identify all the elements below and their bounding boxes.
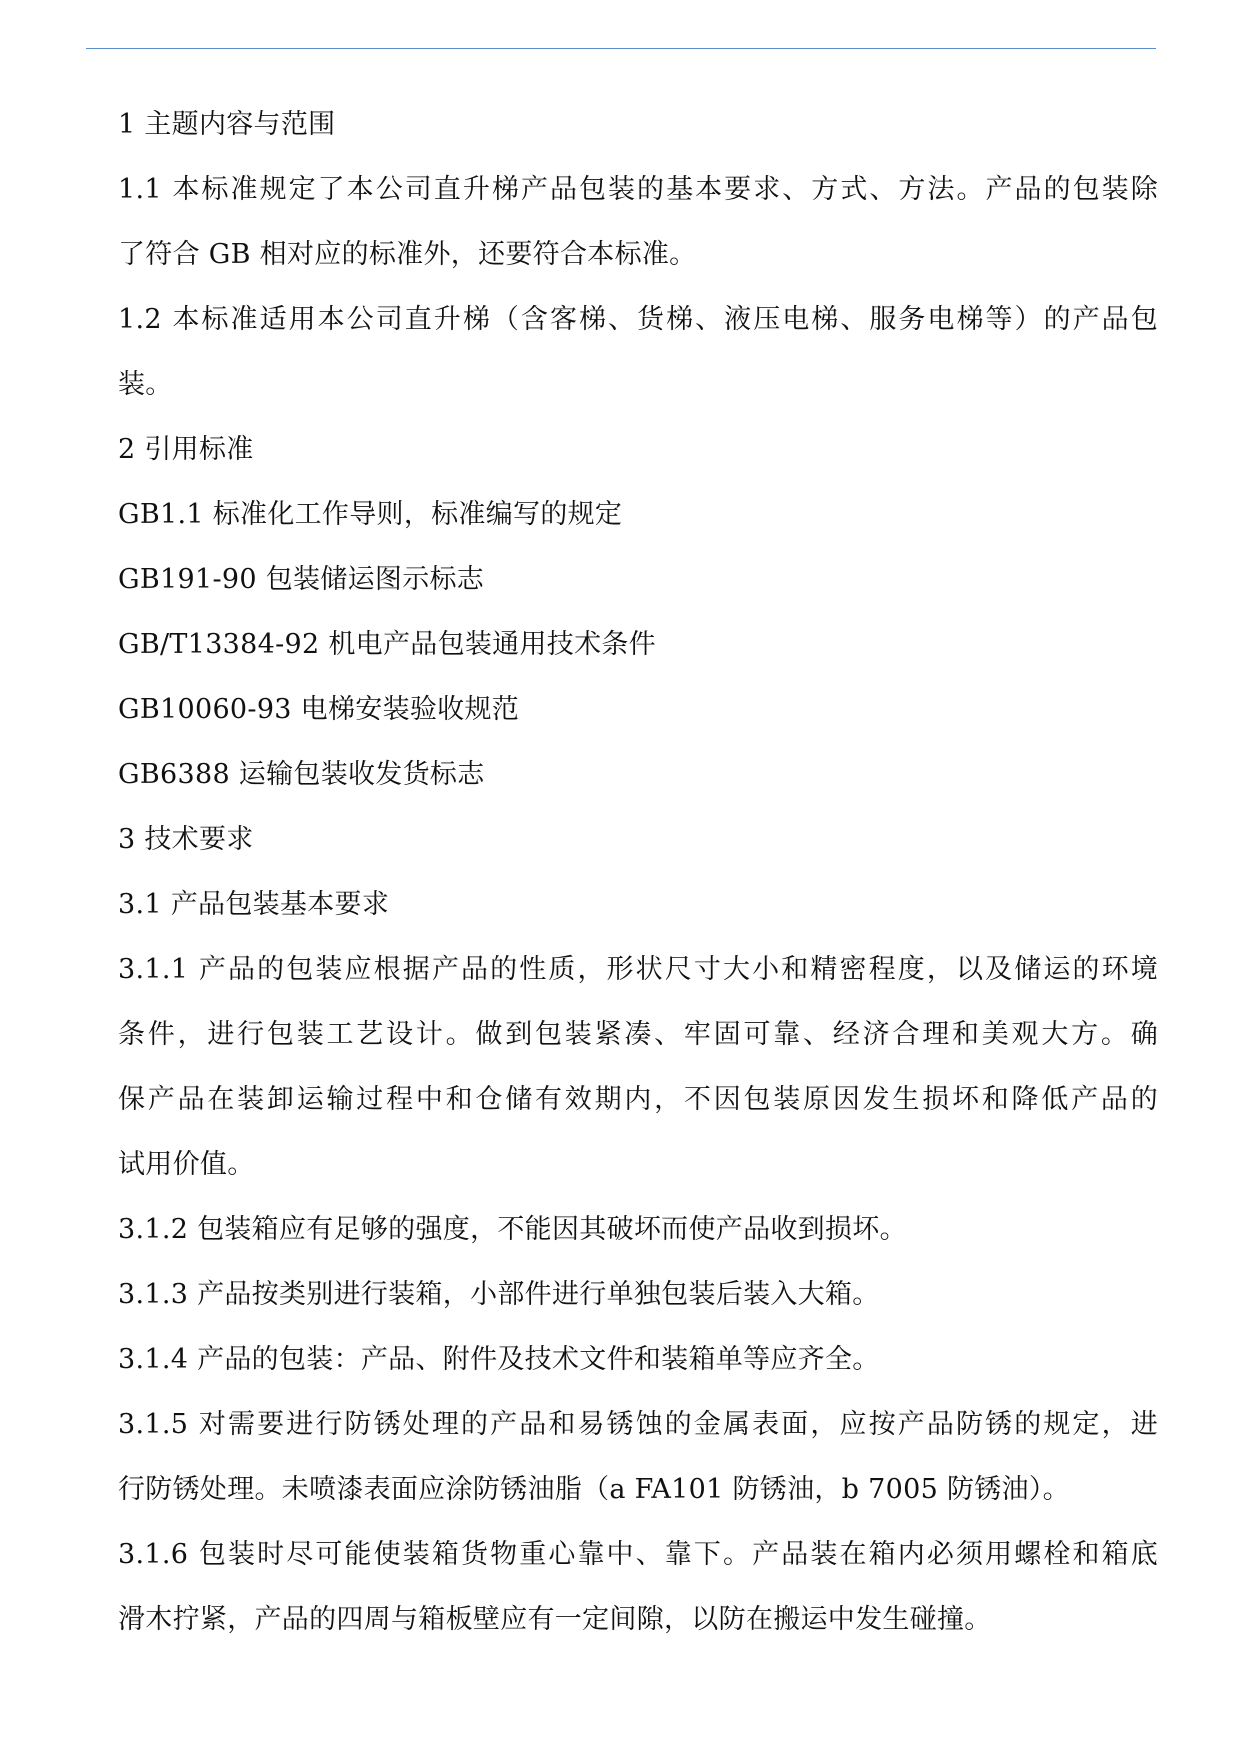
header-rule (86, 48, 1156, 49)
clause-3-1-1-line-2: 条件，进行包装工艺设计。做到包装紧凑、牢固可靠、经济合理和美观大方。确 (118, 1019, 1158, 1050)
clause-3-1-1-line-4: 试用价值。 (118, 1149, 255, 1180)
section-1-title: 1 主题内容与范围 (118, 109, 336, 140)
clause-3-1-3: 3.1.3 产品按类别进行装箱，小部件进行单独包装后装入大箱。 (118, 1279, 880, 1310)
clause-1-1-line-1: 1.1 本标准规定了本公司直升梯产品包装的基本要求、方式、方法。产品的包装除 (118, 174, 1158, 205)
clause-3-1-5-line-2: 行防锈处理。未喷漆表面应涂防锈油脂（a FA101 防锈油，b 7005 防锈油）。 (118, 1474, 1070, 1505)
reference-gb1-1: GB1.1 标准化工作导则，标准编写的规定 (118, 499, 623, 530)
section-3-1-title: 3.1 产品包装基本要求 (118, 889, 390, 920)
clause-3-1-1-line-3: 保产品在装卸运输过程中和仓储有效期内，不因包装原因发生损坏和降低产品的 (118, 1084, 1158, 1115)
clause-3-1-4: 3.1.4 产品的包装：产品、附件及技术文件和装箱单等应齐全。 (118, 1344, 880, 1375)
clause-3-1-2: 3.1.2 包装箱应有足够的强度，不能因其破坏而使产品收到损坏。 (118, 1214, 907, 1245)
clause-3-1-6-line-1: 3.1.6 包装时尽可能使装箱货物重心靠中、靠下。产品装在箱内必须用螺栓和箱底 (118, 1539, 1158, 1570)
clause-3-1-6-line-2: 滑木拧紧，产品的四周与箱板壁应有一定间隙，以防在搬运中发生碰撞。 (118, 1604, 992, 1635)
clause-1-1-line-2: 了符合 GB 相对应的标准外，还要符合本标准。 (118, 239, 697, 270)
reference-gb10060: GB10060-93 电梯安装验收规范 (118, 694, 520, 725)
reference-gbt13384: GB/T13384-92 机电产品包装通用技术条件 (118, 629, 656, 660)
section-2-title: 2 引用标准 (118, 434, 254, 465)
reference-gb6388: GB6388 运输包装收发货标志 (118, 759, 485, 790)
clause-1-2-line-1: 1.2 本标准适用本公司直升梯（含客梯、货梯、液压电梯、服务电梯等）的产品包 (118, 304, 1158, 335)
section-3-title: 3 技术要求 (118, 824, 254, 855)
clause-1-2-line-2: 装。 (118, 369, 173, 400)
document-body (118, 92, 1158, 1652)
clause-3-1-5-line-1: 3.1.5 对需要进行防锈处理的产品和易锈蚀的金属表面，应按产品防锈的规定，进 (118, 1409, 1158, 1440)
clause-3-1-1-line-1: 3.1.1 产品的包装应根据产品的性质，形状尺寸大小和精密程度，以及储运的环境 (118, 954, 1158, 985)
reference-gb191: GB191-90 包装储运图示标志 (118, 564, 485, 595)
